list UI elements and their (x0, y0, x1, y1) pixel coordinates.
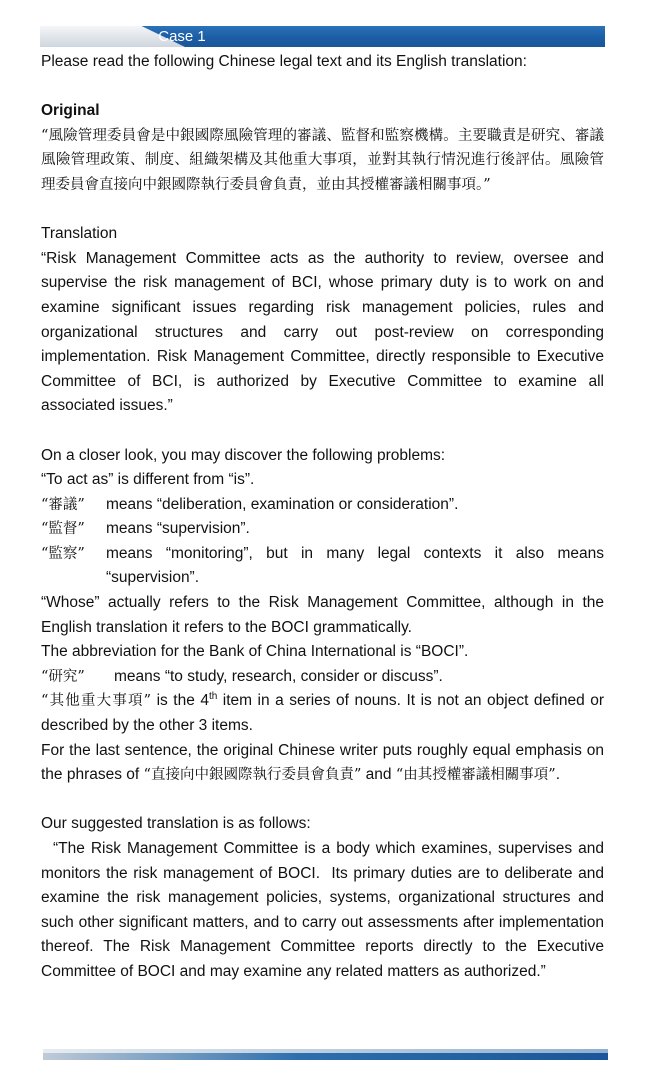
term-meaning: means “supervision”. (106, 520, 250, 538)
term-row-shenyi (41, 493, 604, 518)
document-body (41, 50, 609, 985)
problem-to-act-as: “To act as” is different from “is”. (41, 471, 255, 489)
case-header-banner (40, 26, 605, 47)
intro-text: Please read the following Chinese legal text and its English translation: (41, 53, 527, 70)
problems-intro: On a closer look, you may discover the following problems: (41, 446, 446, 464)
term-meaning: means “monitoring”, but in many legal contexts it also means “supervision”. (106, 544, 604, 587)
term-label: “監察” (41, 545, 85, 562)
original-text: “風險管理委員會是中銀國際風險管理的審議、監督和監察機構。主要職責是研究、審議風險管理政策、制度、組織架構及其他重大事項，並對其執行情況進行後評估。風險管理委員會直接向中銀國際執行委員會負責，並由其授權審議相關事項。” (41, 127, 604, 193)
term-row-jiancha (41, 542, 604, 591)
original-heading: Original (41, 102, 100, 120)
problem-fourth-item: “其他重大事項” is the 4th item in a series of nouns. It is not an object defined or described by the other 3 items. (41, 691, 604, 735)
suggested-intro: Our suggested translation is as follows: (41, 815, 311, 833)
term-label: “研究” (41, 668, 85, 685)
problem-whose: “Whose” actually refers to the Risk Management Committee, although in the English translation it refers to the BOCI grammatically. (41, 594, 604, 636)
case-title: Case 1 (158, 28, 206, 45)
term-meaning: means “deliberation, examination or consideration”. (106, 495, 459, 513)
translation-heading: Translation (41, 225, 118, 243)
term-label: “審議” (41, 496, 85, 513)
term-row-jiandu (41, 517, 604, 542)
term-label: “監督” (41, 521, 85, 538)
term-row-yanjiu (41, 665, 604, 690)
problem-last-sentence: For the last sentence, the original Chinese writer puts roughly equal emphasis on the phrases of “直接向中銀國際執行委員會負責” and “由其授權審議相關事項”. (41, 741, 604, 784)
translation-text: “Risk Management Committee acts as the authority to review, oversee and supervise the risk management of BCI, whose primary duty is to work on and examine significant issues regarding risk management policies, rules and organizational structures and carry out post-review on corresponding implementation. Risk Management Committee, directly responsible to Executive Committee of BCI, is authorized by Executive Committee to examine all associated issues.” (41, 249, 604, 415)
footer-divider-bar (43, 1049, 608, 1060)
problem-abbreviation: The abbreviation for the Bank of China International is “BOCI”. (41, 643, 469, 661)
suggested-translation: “The Risk Management Committee is a body which examines, supervises and monitors the risk management of BOCI. Its primary duties are to deliberate and examine the risk management policies, systems, organizational structures and such other significant matters, and to carry out assessments after implementation thereof. The Risk Management Committee reports directly to the Executive Committee of BOCI and may examine any related matters as authorized.” (41, 840, 609, 980)
term-meaning: means “to study, research, consider or discuss”. (114, 667, 443, 685)
